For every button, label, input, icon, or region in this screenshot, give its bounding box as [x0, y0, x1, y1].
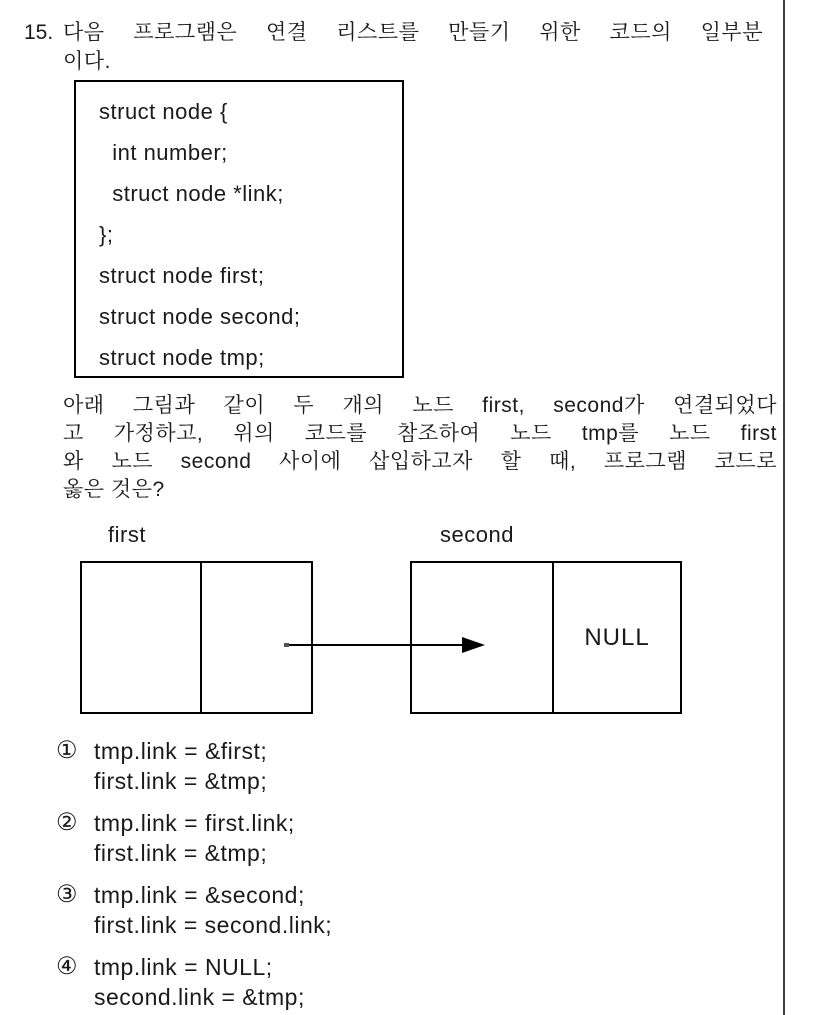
- body-line: 고 가정하고, 위의 코드를 참조하여 노드 tmp를 노드 first: [63, 422, 777, 445]
- code-line: };: [99, 222, 114, 247]
- answer-choices: [56, 736, 756, 1015]
- choice-code-line: first.link = &tmp;: [94, 840, 268, 866]
- body-line: 와 노드 second 사이에 삽입하고자 할 때, 프로그램 코드로: [63, 450, 777, 473]
- choice-2: [56, 808, 756, 868]
- code-line: struct node tmp;: [99, 345, 265, 370]
- choice-code-line: second.link = &tmp;: [94, 984, 305, 1010]
- choice-code-line: first.link = second.link;: [94, 912, 333, 938]
- code-line: struct node *link;: [99, 181, 284, 206]
- choice-2-number: ②: [56, 809, 78, 836]
- choice-code-line: tmp.link = &second;: [94, 882, 305, 908]
- body-line: 아래 그림과 같이 두 개의 노드 first, second가 연결되었다: [63, 394, 777, 417]
- link-arrow-icon: [0, 520, 783, 720]
- code-line: int number;: [99, 140, 228, 165]
- intro-line: 다음 프로그램은 연결 리스트를 만들기 위한 코드의 일부분: [63, 21, 763, 44]
- choice-code-line: tmp.link = first.link;: [94, 810, 295, 836]
- choice-4-text: [94, 952, 305, 1012]
- choice-3: [56, 880, 756, 940]
- intro-line: 이다.: [63, 50, 111, 73]
- code-line: struct node {: [99, 99, 228, 124]
- node-diagram: [0, 520, 783, 720]
- question-intro: [24, 18, 763, 76]
- null-value: NULL: [584, 623, 650, 651]
- choice-4: [56, 952, 756, 1012]
- choice-1-text: [94, 736, 267, 796]
- code-line: struct node second;: [99, 304, 301, 329]
- body-line: 옳은 것은?: [63, 478, 165, 501]
- choice-3-number: ③: [56, 881, 78, 908]
- choice-2-text: [94, 808, 295, 868]
- column-divider-line: [783, 0, 785, 1015]
- question-intro-text: [63, 18, 763, 76]
- choice-1-number: ①: [56, 737, 78, 764]
- choice-4-number: ④: [56, 953, 78, 980]
- first-node-label: first: [108, 522, 146, 547]
- code-line: struct node first;: [99, 263, 265, 288]
- second-node-label: second: [440, 522, 514, 547]
- choice-code-line: tmp.link = &first;: [94, 738, 268, 764]
- choice-3-text: [94, 880, 332, 940]
- code-box: [74, 80, 404, 378]
- question-body: [63, 392, 777, 504]
- choice-1: [56, 736, 756, 796]
- choice-code-line: tmp.link = NULL;: [94, 954, 273, 980]
- choice-code-line: first.link = &tmp;: [94, 768, 268, 794]
- question-number: 15.: [24, 21, 54, 44]
